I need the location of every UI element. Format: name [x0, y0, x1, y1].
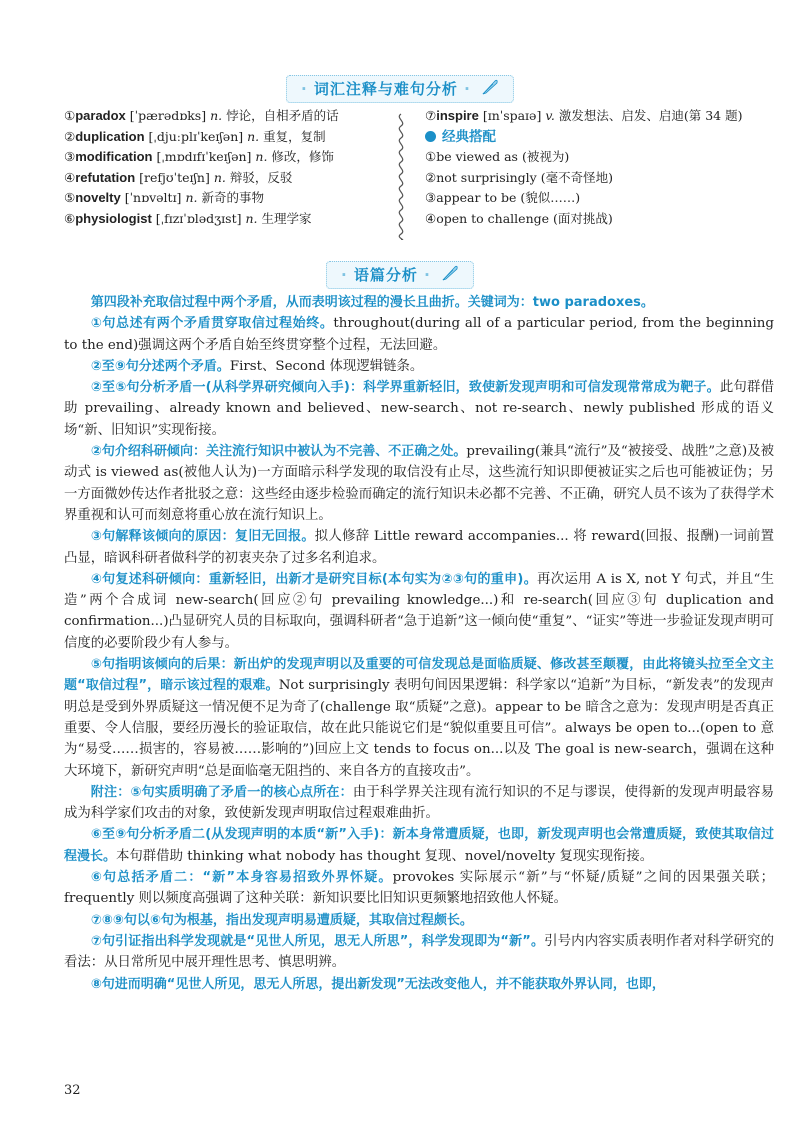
highlight-summary: ⑦句引证指出科学发现就是“见世人所见，思无人所思”，科学发现即为“新”。 — [90, 933, 545, 949]
section-banner-vocab: · 词汇注释与难句分析 · — [286, 75, 514, 103]
collocation-heading — [425, 127, 765, 148]
vocab-entry-modification — [64, 147, 384, 168]
highlight-summary: ③句解释该倾向的原因：复旧无回报。 — [90, 529, 315, 545]
entry-number: ③ — [64, 149, 76, 165]
entry-phonetic: [ɪnˈspaɪə] — [482, 108, 542, 123]
entry-phonetic: [ˈnɒvəltɪ] — [124, 190, 182, 206]
analysis-paragraph — [64, 974, 774, 995]
entry-pos: n. — [213, 169, 226, 185]
paragraph-text: 由于科学界关注现有流行知识的不足与谬误，使得新的发现声明最容易成为科学家们攻击的对象，致使新发现声明取信过程艰难曲折。 — [64, 784, 774, 822]
entry-definition: 生理学家 — [261, 210, 312, 226]
banner-analysis-title: 语篇分析 — [353, 266, 418, 284]
entry-number: ⑥ — [64, 210, 76, 226]
vocab-entry-physiologist — [64, 209, 384, 230]
analysis-paragraph — [64, 654, 774, 782]
analysis-paragraph — [64, 441, 774, 526]
analysis-paragraph — [64, 356, 774, 377]
feather-icon — [441, 264, 459, 286]
entry-number: ⑦ — [425, 108, 437, 123]
highlight-summary: ⑦⑧⑨句以⑥句为根基，指出发现声明易遭质疑，其取信过程颇长。 — [90, 912, 473, 928]
entry-definition: 新奇的事物 — [201, 190, 264, 206]
paragraph-text: 本句群借助 thinking what nobody has thought 复现、novel/novelty 复现实现衔接。 — [116, 848, 654, 864]
entry-word: refutation — [75, 169, 136, 185]
highlight-summary: ⑥至⑨句分析矛盾二(从发现声明的本质“新”入手)：新本身常遭质疑，也即，新发现声明也会常遭质疑，致使其取信过程漫长。 — [64, 827, 774, 864]
entry-word: inspire — [436, 108, 479, 123]
section-banner-analysis: · 语篇分析 · — [326, 261, 474, 289]
highlight-summary: ⑤句指明该倾向的后果：新出炉的发现声明以及重要的可信发现总是面临质疑、修改甚至颠覆，由此将镜头拉至全文主题“取信过程”，暗示该过程的艰难。 — [64, 657, 774, 694]
collocation-title: 经典搭配 — [442, 128, 496, 145]
analysis-paragraph — [64, 292, 774, 313]
entry-number: ② — [64, 128, 76, 144]
entry-phonetic: [refjʊˈteɪʃn] — [139, 169, 210, 185]
vocab-entry-novelty — [64, 188, 384, 209]
entry-word: novelty — [75, 190, 121, 206]
collocation-item: ④open to challenge (面对挑战) — [425, 210, 613, 226]
collocation-item: ②not surprisingly (毫不奇怪地) — [425, 169, 613, 185]
highlight-summary: ①句总述有两个矛盾贯穿取信过程始终。 — [90, 316, 334, 332]
highlight-summary: ④句复述科研倾向：重新轻旧，出新才是研究目标(本句实为②③句的重申)。 — [90, 571, 538, 587]
paragraph-text: prevailing(兼具“流行”及“被接受、战胜”之意)及被动式 is viewed as(被他人认为)一方面暗示科学发现的取信没有止尽，这些流行知识即便被证实之后也可能被证伪；另一方面微妙传达作者批驳之意：这些经由逐步检验而确定的流行知识未必都不完善、不正确，研究人员不该为了获得学术界重视和认可而刻意将重心放在流行知识上。 — [64, 444, 774, 523]
highlight-summary: 附注：⑤句实质明确了矛盾一的核心点所在： — [90, 784, 353, 800]
highlight-summary: ⑥句总括矛盾二：“新”本身容易招致外界怀疑。 — [90, 870, 393, 886]
paragraph-text: throughout(during all of a particular period, from the beginning to the end)强调这两个矛盾自始至终贯穿整个过程，无法回避。 — [64, 316, 774, 353]
analysis-paragraph — [64, 782, 774, 825]
highlight-summary: 第四段补充取信过程中两个矛盾，从而表明该过程的漫长且曲折。关键词为：two paradoxes。 — [90, 295, 654, 310]
entry-pos: n. — [255, 149, 268, 165]
entry-number: ① — [64, 108, 76, 123]
entry-phonetic: [ˌdjuːplɪˈkeɪʃən] — [148, 128, 244, 144]
entry-word: duplication — [75, 128, 145, 144]
entry-pos: v. — [545, 108, 555, 123]
paragraph-text: 拟人修辞 Little reward accompanies... 将 reward(回报、报酬)一词前置凸显，暗讽科研者做科学的初衷夹杂了过多名利追求。 — [64, 529, 774, 566]
analysis-paragraph — [64, 824, 774, 867]
highlight-summary: ②至⑨句分述两个矛盾。 — [90, 358, 230, 374]
paragraph-text: 此句群借助 prevailing、already known and believed、new-search、not re-search、newly published 形成的语义场“新、旧知识”实现衔接。 — [64, 380, 774, 438]
analysis-body — [64, 292, 774, 995]
entry-phonetic: [ˌfɪzɪˈɒlədʒɪst] — [155, 210, 242, 226]
entry-word: modification — [75, 149, 153, 165]
collocation-item: ③appear to be (貌似……) — [425, 190, 581, 206]
highlight-summary: ②句介绍科研倾向：关注流行知识中被认为不完善、不正确之处。 — [90, 444, 467, 460]
entry-pos: n. — [247, 128, 260, 144]
entry-word: paradox — [75, 108, 126, 123]
entry-phonetic: [ˌmɒdɪfɪˈkeɪʃən] — [156, 149, 252, 165]
vocab-entry-refutation — [64, 168, 384, 189]
highlight-summary: ②至⑤句分析矛盾一(从科学界研究倾向入手)：科学界重新轻旧，致使新发现声明和可信发现常常成为靶子。 — [90, 380, 720, 396]
spiral-binding-icon — [394, 112, 408, 240]
page-number: 32 — [64, 1083, 81, 1098]
analysis-paragraph — [64, 867, 774, 910]
analysis-paragraph — [64, 910, 774, 931]
analysis-paragraph — [64, 931, 774, 974]
vocab-entry-duplication — [64, 127, 384, 148]
highlight-summary: ⑧句进而明确“见世人所见，思无人所思，提出新发现”无法改变他人，并不能获取外界认同，也即， — [90, 976, 665, 992]
entry-definition: 悖论，自相矛盾的话 — [226, 108, 339, 123]
vocab-entry-inspire — [425, 106, 765, 127]
analysis-paragraph — [64, 569, 774, 654]
entry-definition: 修改，修饰 — [271, 149, 334, 165]
entry-definition: 辩驳，反驳 — [229, 169, 293, 185]
paragraph-text: Not surprisingly 表明句间因果逻辑：科学家以“追新”为目标，“新发表”的发现声明总是受到外界质疑这一情况便不足为奇了(challenge 取“质疑”之意)。appear to be 暗含之意为：发现声明是否真正重要、令人信服，要经历漫长的验证取信，故在此只能说它们是“貌似重要且可信”。always be open to...(open to 意为“易受……损害的，容易被……影响的”)回应上文 tends to focus on...以及 The goal is new-search，强调在这种大环境下，新研究声明“总是面临毫无阻挡的、来自各方的直接攻击”。 — [64, 678, 775, 779]
paragraph-text: 引号内内容实质表明作者对科学研究的看法：从日常所见中展开理性思考、慎思明辨。 — [64, 933, 775, 971]
entry-definition: 激发想法、启发、启迪(第 34 题) — [558, 108, 743, 123]
entry-number: ④ — [64, 169, 76, 185]
banner-vocab-title: 词汇注释与难句分析 — [313, 80, 458, 98]
entry-phonetic: [ˈpærədɒks] — [129, 108, 207, 123]
paragraph-text: First、Second 体现逻辑链条。 — [229, 358, 424, 374]
entry-word: physiologist — [75, 210, 152, 226]
entry-number: ⑤ — [64, 190, 76, 206]
paragraph-text: 再次运用 A is X, not Y 句式，并且“生造”两个合成词 new-search(回应②句 prevailing knowledge...)和 re-search(回应③句 duplication and confirmation...)凸显研究人员的目标取向，强调科研者“急于追新”这一倾向使“重复”、“证实”等进一步验证发现声明可信度的必要阶段少有人参与。 — [64, 571, 774, 651]
collocation-item: ①be viewed as (被视为) — [425, 149, 570, 165]
analysis-paragraph — [64, 377, 774, 441]
entry-pos: n. — [185, 190, 198, 206]
paragraph-text: provokes 实际展示“新”与“怀疑/质疑”之间的因果强关联；frequently 则以频度高强调了这种关联：新知识要比旧知识更频繁地招致他人怀疑。 — [64, 870, 774, 907]
entry-pos: n. — [210, 108, 223, 123]
vocab-right-column — [425, 106, 765, 230]
analysis-paragraph — [64, 526, 774, 569]
analysis-paragraph — [64, 313, 774, 356]
vocab-entry-paradox — [64, 106, 384, 127]
feather-icon — [481, 78, 499, 100]
entry-definition: 重复，复制 — [263, 128, 326, 144]
bullet-icon — [425, 131, 436, 142]
vocab-left-column — [64, 106, 384, 230]
entry-pos: n. — [245, 210, 258, 226]
